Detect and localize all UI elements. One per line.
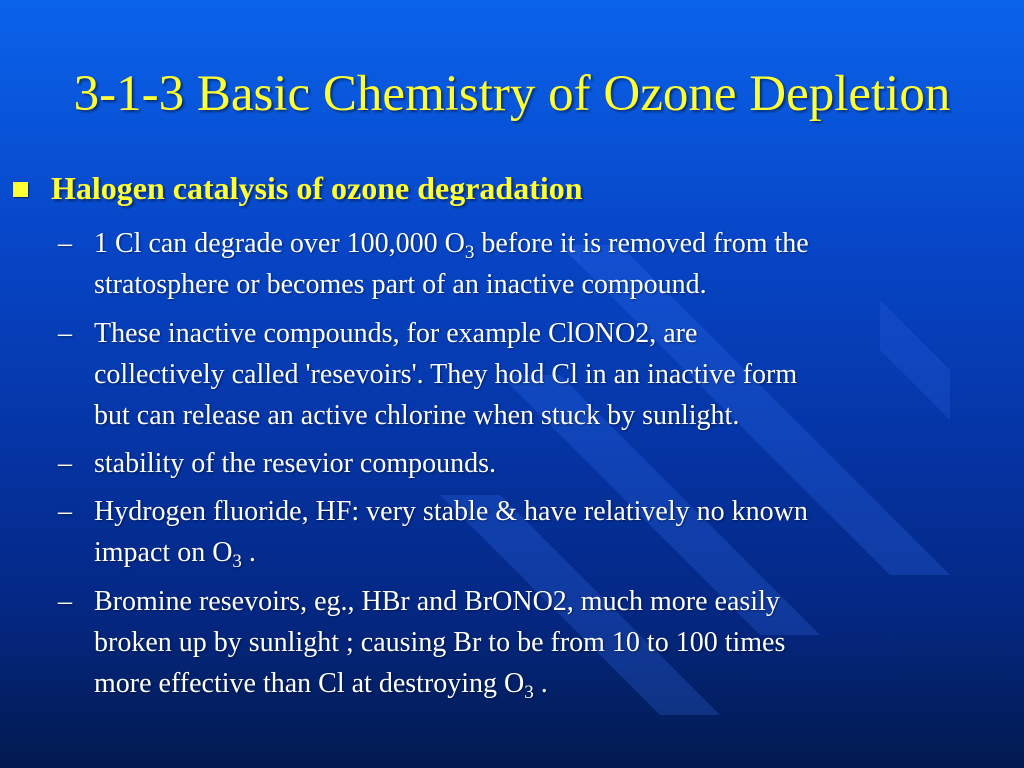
sub-item-line: Hydrogen fluoride, HF: very stable & have relatively no known [94,496,808,527]
sub-item-text [94,443,994,484]
slide-content [0,166,1024,746]
sub-item-line: collectively called 'resevoirs'. They hold Cl in an inactive form [94,359,798,390]
dash-bullet: – [58,318,72,349]
sub-item-line: stability of the resevior compounds. [94,448,497,479]
dash-bullet: – [58,228,72,259]
sub-item-line: stratosphere or becomes part of an inactive compound. [94,269,707,300]
sub-item-line: broken up by sunlight ; causing Br to be from 10 to 100 times [94,627,786,658]
main-bullet-text: Halogen catalysis of ozone degradation [51,170,583,206]
square-bullet-icon [13,182,28,197]
sub-item-line: 1 Cl can degrade over 100,000 $O_3$ before it is removed from the [94,228,809,263]
dash-bullet: – [58,586,72,617]
dash-bullet: – [58,448,72,479]
sub-item-line: but can release an active chlorine when stuck by sunlight. [94,400,740,431]
slide-title: 3-1-3 Basic Chemistry of Ozone Depletion [73,66,951,122]
sub-item-text [94,491,994,573]
sub-item-text [94,313,994,436]
sub-item-line: These inactive compounds, for example ClONO2, are [94,318,698,349]
sub-item-line: more effective than Cl at destroying $O_3$ . [94,668,548,703]
sub-item-line: impact on $O_3$ . [94,537,256,572]
dash-bullet: – [58,496,72,527]
sub-item-text [94,223,994,305]
sub-item-text [94,581,994,704]
sub-item-line: Bromine resevoirs, eg., HBr and BrONO2, much more easily [94,586,780,617]
